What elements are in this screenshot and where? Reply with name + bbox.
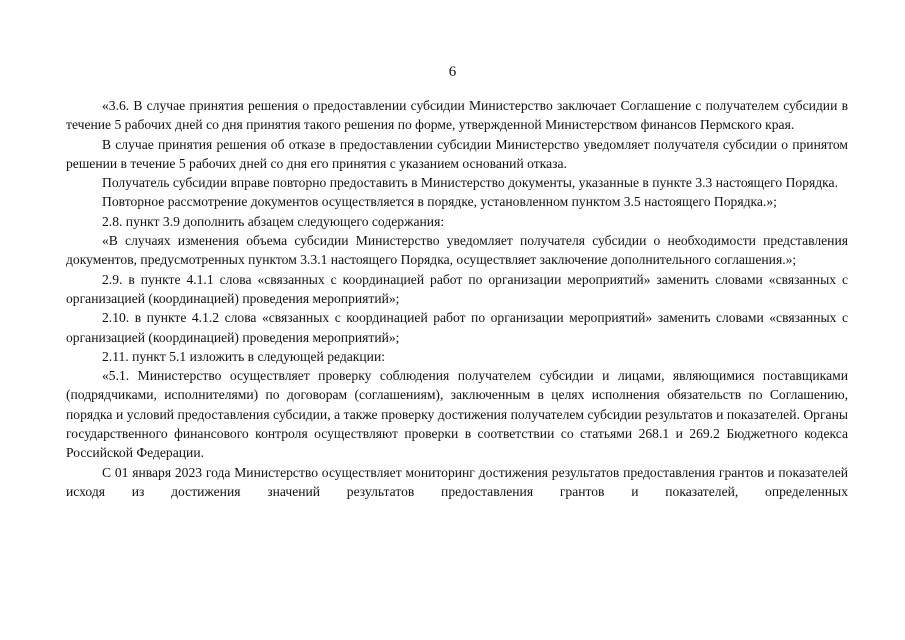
paragraph: Получатель субсидии вправе повторно предоставить в Министерство документы, указанные в пункте 3.3 настоящего Порядка. [102,175,838,191]
paragraph: С 01 января 2023 года Министерство осуществляет мониторинг достижения результатов предоставления грантов и показателей исходя из достижения значений результатов предоставления грантов и показателей, определенных [66,464,848,499]
paragraph: 2.10. в пункте 4.1.2 слова «связанных с координацией работ по организации мероприятий» заменить словами «связанных с организацией (координацией) проведения мероприятий»; [66,310,848,345]
paragraph: «5.1. Министерство осуществляет проверку соблюдения получателем субсидии и лицами, являющимися поставщиками (подрядчиками, исполнителями) по договорам (соглашениям), заключенным в целях исполнения обязательств по Соглашению, порядка и условий предоставления субсидии, а также проверку достижения получателем субсидии результатов и показателей. Органы государственного финансового контроля осуществляют проверки в соответствии со статьями 268.1 и 269.2 Бюджетного кодекса Российской Федерации. [66,368,848,461]
paragraph: 2.11. пункт 5.1 изложить в следующей редакции: [102,348,386,364]
paragraph: 2.8. пункт 3.9 дополнить абзацем следующего содержания: [102,213,445,229]
paragraph: «В случаях изменения объема субсидии Министерство уведомляет получателя субсидии о необходимости представления документов, предусмотренных пунктом 3.3.1 настоящего Порядка, осуществляет заключение дополнительного соглашения.»; [66,233,848,268]
paragraph: 2.9. в пункте 4.1.1 слова «связанных с координацией работ по организации мероприятий» заменить словами «связанных с организацией (координацией) проведения мероприятий»; [66,271,848,306]
paragraph: «3.6. В случае принятия решения о предоставлении субсидии Министерство заключает Соглашение с получателем субсидии в течение 5 рабочих дней со дня принятия такого решения по форме, утвержденной Министерством финансов Пермского края. [66,98,848,133]
paragraph: В случае принятия решения об отказе в предоставлении субсидии Министерство уведомляет получателя субсидии о принятом решении в течение 5 рабочих дней со дня его принятия с указанием оснований отказа. [66,136,848,171]
document-body [66,96,848,501]
paragraph: Повторное рассмотрение документов осуществляется в порядке, установленном пунктом 3.5 настоящего Порядка.»; [102,194,777,210]
page-number: 6 [448,64,457,80]
